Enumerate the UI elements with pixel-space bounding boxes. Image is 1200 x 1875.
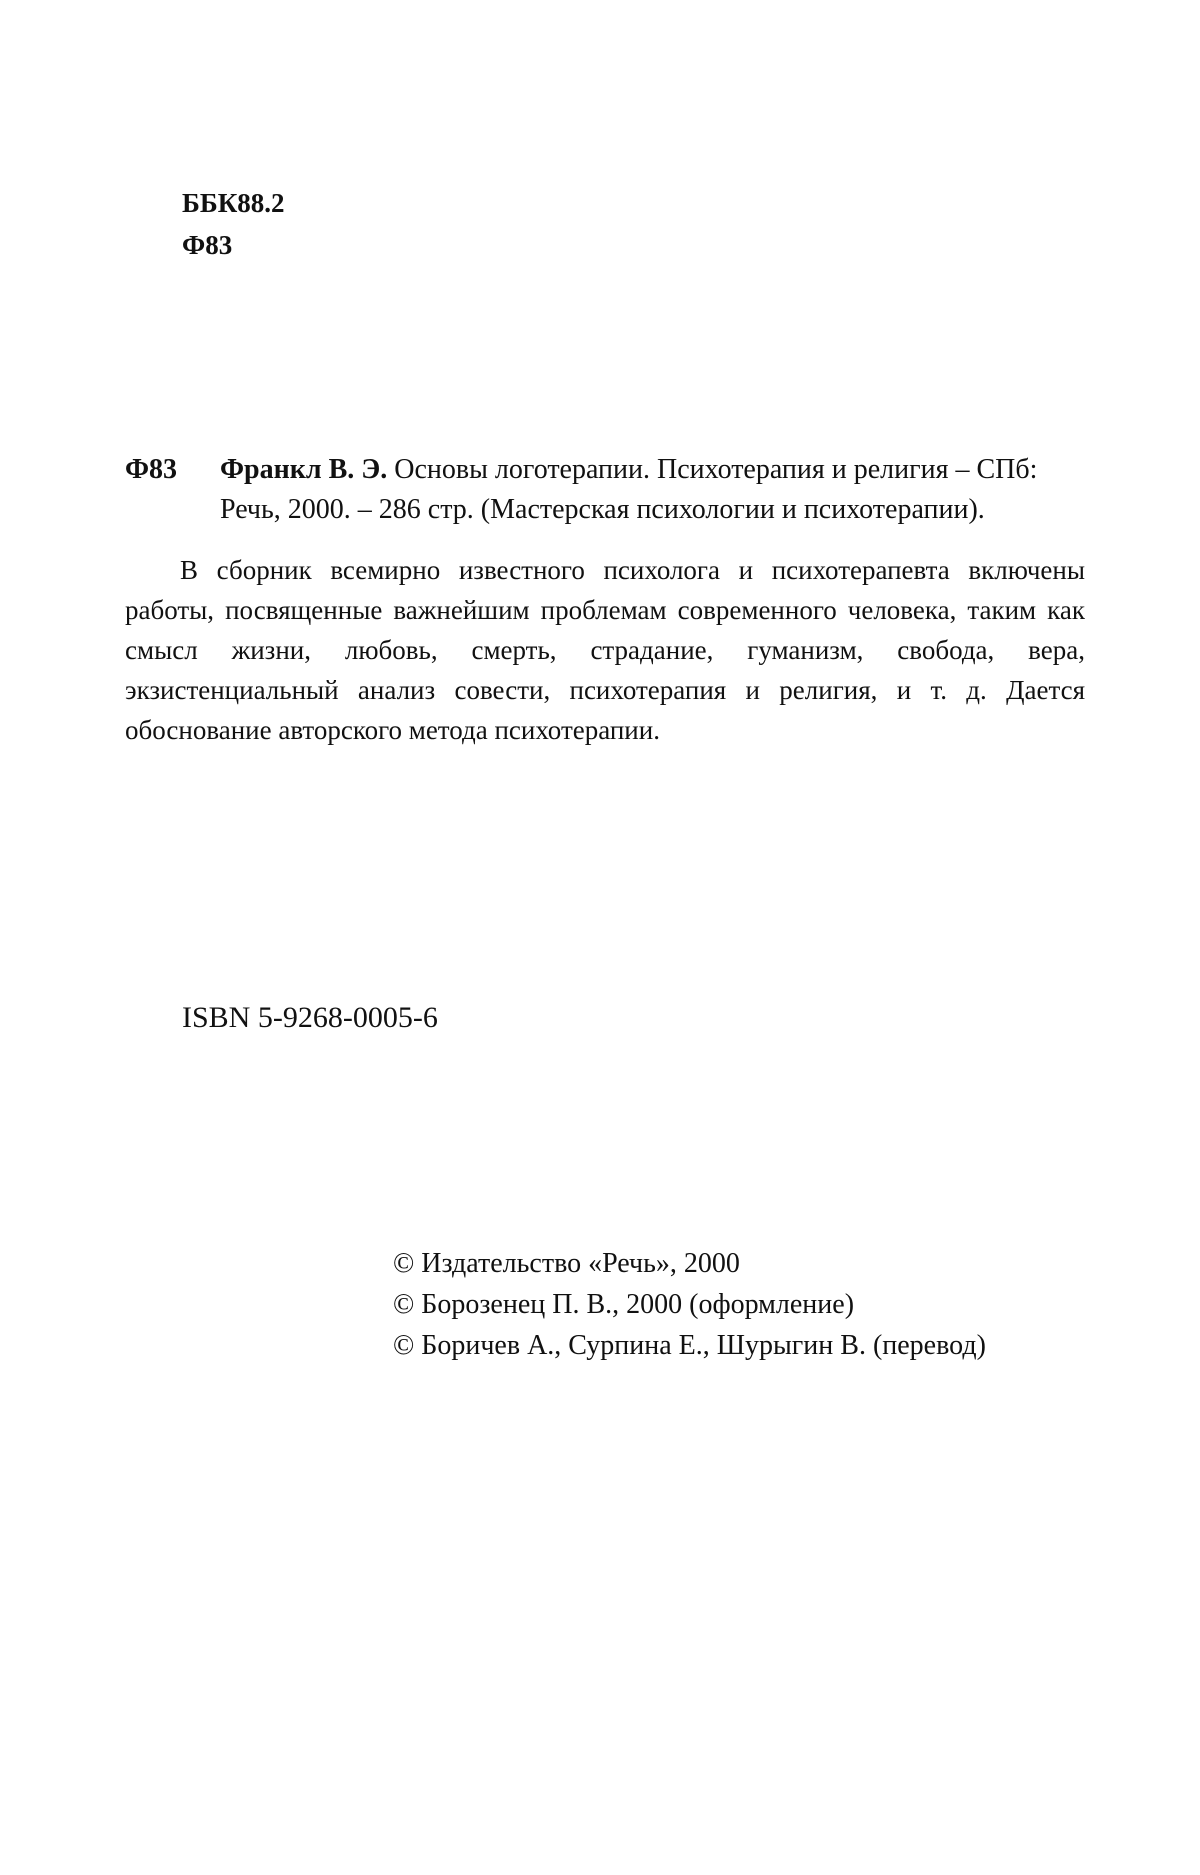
copyright-publisher: © Издательство «Речь», 2000 <box>393 1243 986 1284</box>
isbn-number: ISBN 5-9268-0005-6 <box>182 998 438 1038</box>
annotation-paragraph: В сборник всемирно известного психолога и психотерапевта включены работы, посвященные важнейшим проблемам современного человека, таким как смысл жизни, любовь, смерть, страдание, гуманизм, свобода, вера, экзистенциальный анализ совести, психотерапия и религия, и т. д. Дается обоснование авторского метода психотерапии. <box>125 550 1085 750</box>
author-mark: Ф83 <box>182 224 285 266</box>
copyright-design: © Борозенец П. В., 2000 (оформление) <box>393 1284 986 1325</box>
bibliographic-record <box>125 450 1085 530</box>
bibliographic-code: Ф83 <box>125 450 177 490</box>
copyright-block <box>393 1243 986 1366</box>
bibliographic-description <box>220 450 1085 530</box>
bibliographic-author: Франкл В. Э. <box>220 454 387 485</box>
copyright-translation: © Боричев А., Сурпина Е., Шурыгин В. (перевод) <box>393 1325 986 1366</box>
bbk-index: ББК88.2 <box>182 182 285 224</box>
book-imprint-page <box>0 0 1200 1875</box>
classification-block <box>182 182 285 266</box>
bibliographic-title: Основы логотерапии. Психотерапия и религия – СПб: Речь, 2000. – 286 стр. (Мастерская психологии и психотерапии). <box>220 454 1037 525</box>
